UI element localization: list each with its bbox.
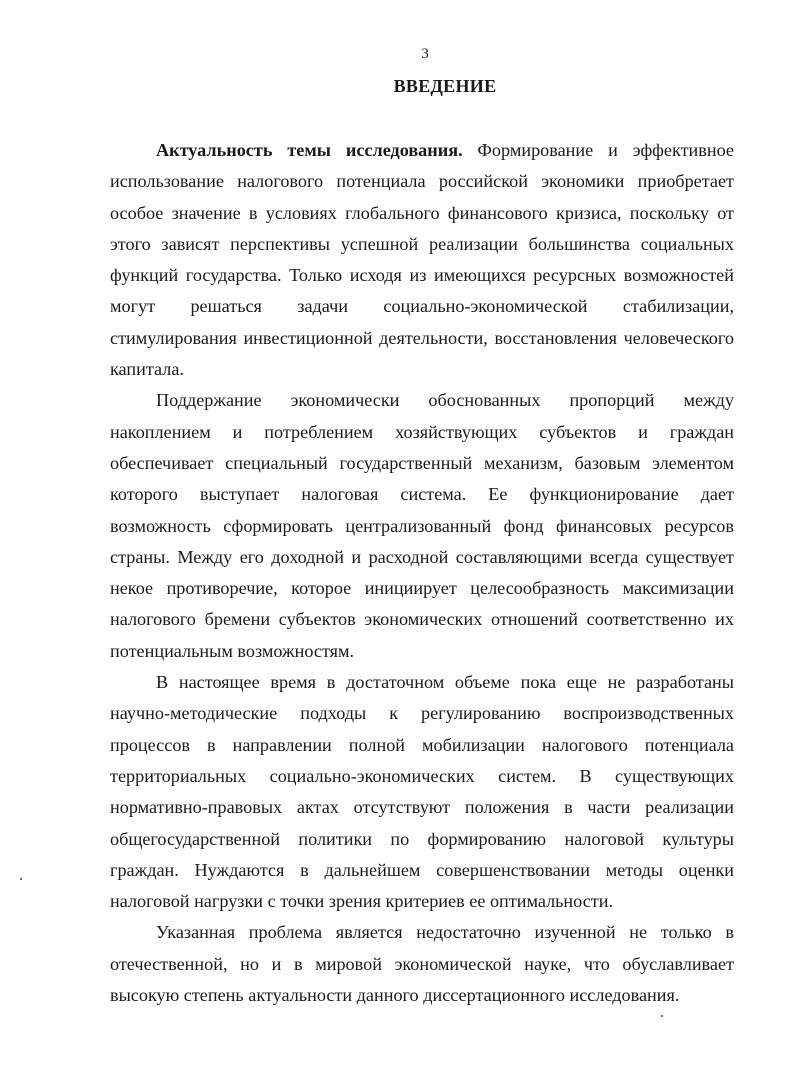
- paragraph-balance: [110, 385, 734, 667]
- page-title: ВВЕДЕНИЕ: [393, 76, 497, 96]
- paragraph-text: Указанная проблема является недостаточно изученной не только в отечественной, но и в мировой экономической науке, что обуславливает высокую степень актуальности данного диссертационного исследования.: [110, 922, 734, 1006]
- paragraph-current-state: [110, 667, 734, 917]
- paragraph-problem: [110, 917, 734, 1011]
- paragraph-lead: Актуальность темы исследования.: [156, 140, 463, 160]
- paragraph-text: Формирование и эффективное использование налогового потенциала российской экономики приобретает особое значение в условиях глобального финансового кризиса, поскольку от этого зависят перспективы успешной реализации большинства социальных функций государства. Только исходя из имеющихся ресурсных возможностей могут решаться задачи социально-экономической стабилизации, стимулирования инвестиционной деятельности, восстановления человеческого капитала.: [110, 140, 734, 380]
- body-text: [110, 135, 734, 1011]
- paragraph-text: Поддержание экономически обоснованных пропорций между накоплением и потреблением хозяйствующих субъектов и граждан обеспечивает специальный государственный механизм, базовым элементом которого выступает налоговая система. Ее функционирование дает возможность сформировать централизованный фонд финансовых ресурсов страны. Между его доходной и расходной составляющими всегда существует некое противоречие, которое инициирует целесообразность максимизации налогового бремени субъектов экономических отношений соответственно их потенциальным возможностям.: [110, 390, 734, 661]
- paragraph-text: В настоящее время в достаточном объеме пока еще не разработаны научно-методические подходы к регулированию воспроизводственных процессов в направлении полной мобилизации налогового потенциала территориальных социально-экономических систем. В существующих нормативно-правовых актах отсутствуют положения в части реализации общегосударственной политики по формированию налоговой культуры граждан. Нуждаются в дальнейшем совершенствовании методы оценки налоговой нагрузки с точки зрения критериев ее оптимальности.: [110, 672, 734, 912]
- page-number: 3: [421, 46, 429, 62]
- scan-speck: [661, 1015, 663, 1017]
- paragraph-relevance: [110, 135, 734, 385]
- scan-speck: [20, 878, 22, 880]
